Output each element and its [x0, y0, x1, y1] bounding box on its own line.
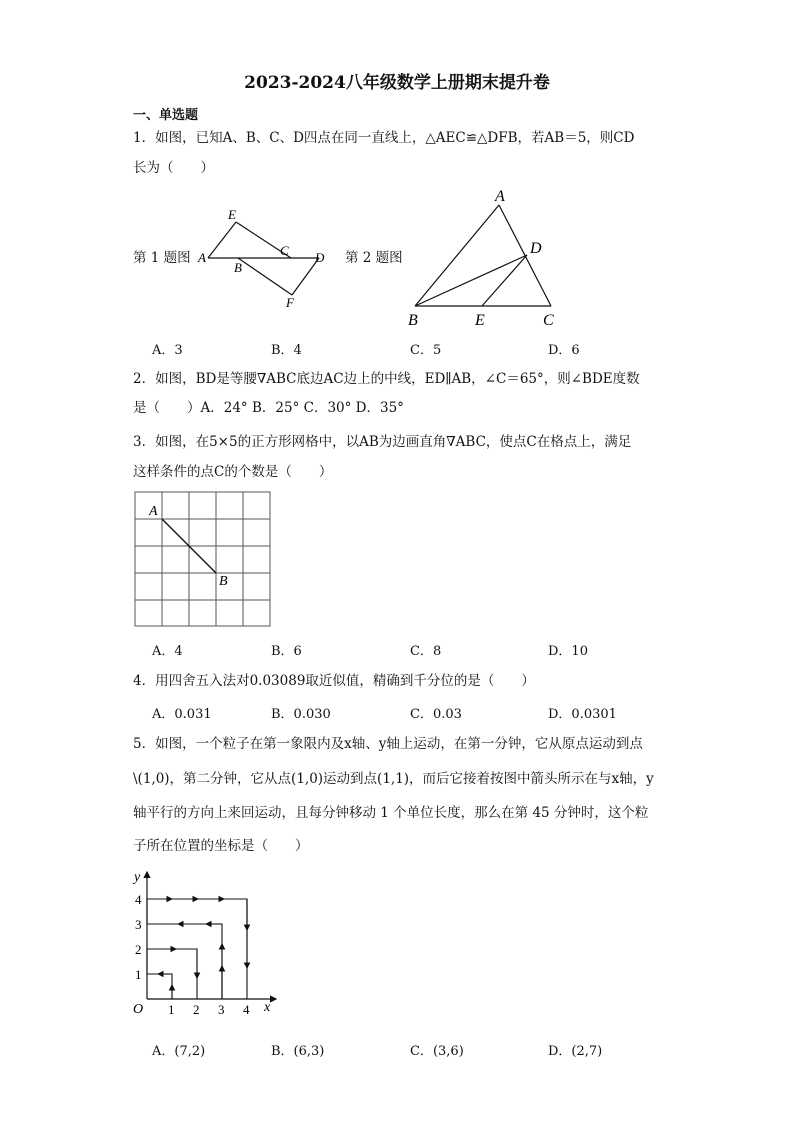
q4-option-c[interactable]: C．0.03 [410, 707, 462, 722]
q3-grid-figure [133, 490, 275, 630]
q1-fig2-caption: 第 2 题图 [345, 250, 403, 266]
q2-text-line2: 是（ ）A．24° B．25° C．30° D．35° [133, 400, 404, 416]
q5-text-line3: 轴平行的方向上来回运动，且每分钟移动 1 个单位长度，那么在第 45 分钟时，这个粒 [133, 805, 649, 821]
q1-fig1-caption: 第 1 题图 [133, 250, 191, 266]
q4-option-a[interactable]: A．0.031 [152, 707, 212, 722]
fig1-label-A: A [198, 250, 206, 265]
q1-option-b[interactable]: B．4 [271, 343, 302, 358]
fig1-label-E: E [228, 207, 236, 222]
q3-option-b[interactable]: B．6 [271, 644, 302, 659]
x-tick-3: 3 [218, 1002, 225, 1017]
fig2-label-A: A [495, 188, 505, 205]
y-tick-3: 3 [135, 917, 142, 932]
q1-option-a[interactable]: A．3 [152, 343, 183, 358]
q1-text-line2: 长为（ ） [133, 160, 214, 176]
fig2-label-C: C [543, 312, 554, 329]
fig1-label-B: B [234, 260, 242, 275]
q4-text: 4．用四舍五入法对0.03089取近似值，精确到千分位的是（ ） [133, 673, 535, 689]
q4-option-d[interactable]: D．0.0301 [548, 707, 617, 722]
fig1-label-D: D [315, 250, 325, 265]
x-tick-4: 4 [243, 1002, 250, 1017]
fig2-label-E: E [475, 312, 485, 329]
axis-label-origin: O [133, 1002, 144, 1017]
y-tick-1: 1 [135, 967, 142, 982]
fig1-label-F: F [286, 295, 294, 310]
q5-particle-path-figure [128, 868, 288, 1020]
q3-option-d[interactable]: D．10 [548, 644, 588, 659]
axis-label-x: x [264, 1000, 271, 1015]
y-tick-4: 4 [135, 892, 142, 907]
q3-text-line1: 3．如图，在5×5的正方形网格中，以AB为边画直角∇ABC，使点C在格点上，满足 [133, 434, 632, 450]
q5-option-c[interactable]: C．(3,6) [410, 1044, 464, 1059]
q5-option-d[interactable]: D．(2,7) [548, 1044, 603, 1059]
q5-text-line4: 子所在位置的坐标是（ ） [133, 838, 309, 854]
q3-option-a[interactable]: A．4 [152, 644, 183, 659]
grid-label-A: A [149, 504, 158, 519]
q5-text-line2: \(1,0)，第二分钟，它从点(1,0)运动到点(1,1)，而后它接着按图中箭头所示在与x轴，y [133, 771, 654, 787]
q1-option-c[interactable]: C．5 [410, 343, 442, 358]
fig1-label-C: C [280, 243, 289, 258]
grid-label-B: B [219, 574, 228, 589]
section-heading: 一、单选题 [133, 108, 199, 123]
page-title: 2023-2024八年级数学上册期末提升卷 [244, 73, 550, 93]
axis-label-y: y [134, 870, 141, 885]
y-tick-2: 2 [135, 942, 142, 957]
q1-text-line1: 1．如图，已知A、B、C、D四点在同一直线上，△AEC≌△DFB，若AB＝5，则CD [133, 130, 635, 146]
q3-text-line2: 这样条件的点C的个数是（ ） [133, 464, 333, 480]
q4-option-b[interactable]: B．0.030 [271, 707, 331, 722]
q2-figure [403, 185, 568, 330]
q1-figure-1 [196, 200, 336, 315]
q2-text-line1: 2．如图，BD是等腰∇ABC底边AC边上的中线，ED∥AB，∠C＝65°，则∠BDE度数 [133, 371, 640, 387]
fig2-label-D: D [530, 240, 542, 257]
x-tick-1: 1 [168, 1002, 175, 1017]
q5-text-line1: 5．如图，一个粒子在第一象限内及x轴、y轴上运动，在第一分钟，它从原点运动到点 [133, 736, 643, 752]
q3-option-c[interactable]: C．8 [410, 644, 442, 659]
fig2-label-B: B [408, 312, 418, 329]
q5-option-a[interactable]: A．(7,2) [152, 1044, 206, 1059]
q5-option-b[interactable]: B．(6,3) [271, 1044, 325, 1059]
q1-option-d[interactable]: D．6 [548, 343, 580, 358]
x-tick-2: 2 [193, 1002, 200, 1017]
